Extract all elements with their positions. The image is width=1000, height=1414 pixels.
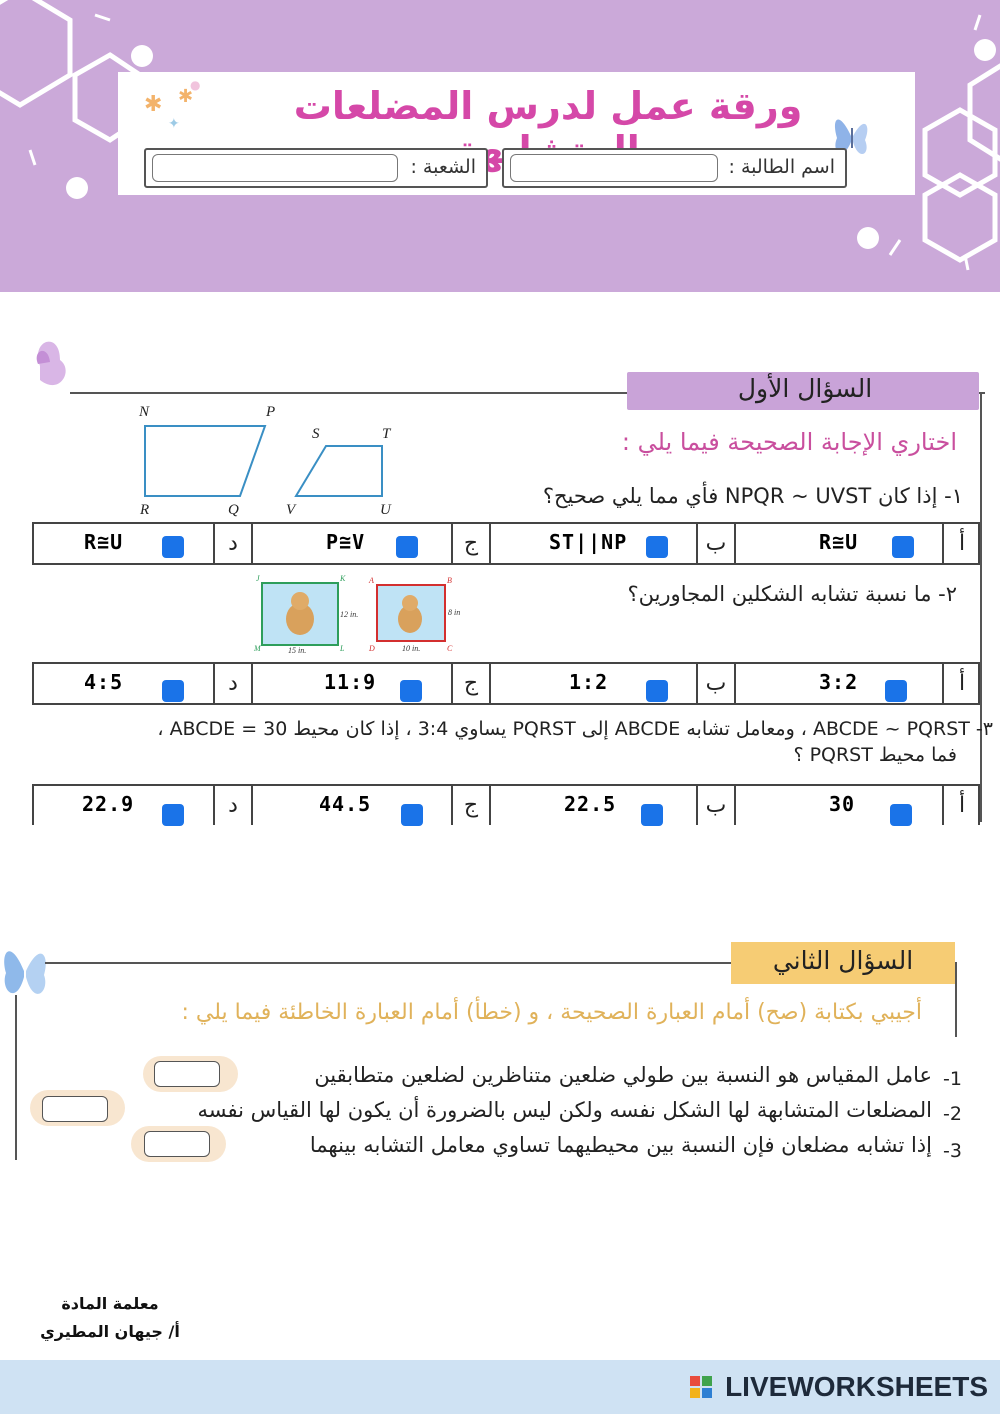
vertex-label: A [369, 576, 374, 585]
answer-checkbox[interactable] [396, 536, 418, 558]
option-value: 22.5 [564, 792, 617, 816]
option-letter: ب [696, 664, 734, 703]
answer-input[interactable] [42, 1096, 108, 1122]
student-name-label: اسم الطالبة : [728, 156, 835, 178]
statement-text: عامل المقياس هو النسبة بين طولي ضلعين متناظرين لضلعين متطابقين [314, 1063, 932, 1087]
vertex-label: D [369, 644, 375, 653]
vertex-label: C [447, 644, 453, 653]
section-label: الشعبة : [410, 156, 476, 178]
divider [45, 962, 731, 964]
divider [955, 962, 957, 1037]
answer-checkbox[interactable] [401, 804, 423, 826]
question-1-item-1: ١- إذا كان NPQR ~ UVST فأي مما يلي صحيح؟ [542, 484, 963, 508]
option-letter: أ [942, 786, 980, 825]
similar-rectangles-figure [252, 575, 472, 655]
vertex-label: B [447, 576, 452, 585]
answer-checkbox[interactable] [400, 680, 422, 702]
answer-input[interactable] [144, 1131, 210, 1157]
option-value: P≅V [326, 530, 366, 554]
question-1-title: السؤال الأول [737, 374, 873, 403]
question-1-section [30, 330, 993, 825]
option-value: 1:2 [569, 670, 609, 694]
vertex-label: R [140, 502, 150, 518]
option-letter: ب [696, 524, 734, 563]
header-band [0, 0, 1000, 292]
options-row-2 [32, 662, 980, 705]
section-input[interactable] [152, 154, 398, 182]
option-letter: د [213, 524, 251, 563]
footer-bar [0, 1360, 1000, 1414]
vertex-label: P [266, 404, 276, 420]
title-card [118, 72, 915, 195]
vertex-label: S [312, 426, 320, 442]
answer-checkbox[interactable] [646, 680, 668, 702]
option-letter: ج [451, 786, 489, 825]
sparkle-icon: ✦ [168, 116, 180, 132]
option-letter: أ [942, 664, 980, 703]
option-value: 11:9 [324, 670, 377, 694]
vertex-label: Q [228, 502, 239, 518]
vertex-label: L [340, 644, 345, 653]
question-1-item-3-line-2: فما محيط PQRST ؟ [793, 744, 957, 766]
option-letter: د [213, 786, 251, 825]
liveworksheets-logo-icon [690, 1376, 712, 1398]
brand-name[interactable]: LIVEWORKSHEETS [725, 1371, 988, 1402]
option-value: 44.5 [319, 792, 372, 816]
teacher-signature [40, 1290, 180, 1346]
answer-checkbox[interactable] [885, 680, 907, 702]
answer-checkbox[interactable] [892, 536, 914, 558]
parallelogram-figure [130, 402, 430, 520]
student-name-input[interactable] [510, 154, 718, 182]
option-letter: ج [451, 664, 489, 703]
option-value: 4:5 [84, 670, 124, 694]
option-value: 22.9 [82, 792, 135, 816]
section-field [144, 148, 488, 188]
butterfly-icon [0, 937, 50, 1009]
side-label: 8 in [448, 608, 461, 617]
vertex-label: K [340, 575, 346, 583]
options-row-3 [32, 784, 980, 825]
option-value: R≅U [819, 530, 859, 554]
vertex-label: U [380, 502, 391, 518]
sparkle-icon: ● [190, 78, 201, 92]
option-letter: د [213, 664, 251, 703]
sparkle-icon: ✱ [178, 86, 194, 107]
divider [15, 995, 17, 1160]
question-2-instruction: أجيبي بكتابة (صح) أمام العبارة الصحيحة ، و (خطأ) أمام العبارة الخاطئة فيما يلي : [181, 1000, 922, 1025]
statement-text: المضلعات المتشابهة لها الشكل نفسه ولكن ليس بالضرورة أن يكون لها القياس نفسه [197, 1098, 932, 1122]
answer-checkbox[interactable] [641, 804, 663, 826]
side-label: 10 in. [402, 644, 421, 653]
vertex-label: T [382, 426, 391, 442]
option-letter: ج [451, 524, 489, 563]
answer-checkbox[interactable] [162, 536, 184, 558]
statement-number: -2 [943, 1103, 962, 1125]
option-letter: ب [696, 786, 734, 825]
question-1-instruction: اختاري الإجابة الصحيحة فيما يلي : [621, 428, 957, 456]
answer-input[interactable] [154, 1061, 220, 1087]
vertex-label: N [139, 404, 150, 420]
vertex-label: V [286, 502, 296, 518]
teacher-role: معلمة المادة [61, 1294, 159, 1313]
divider [980, 392, 982, 822]
question-2-section [0, 935, 1000, 1165]
side-label: 12 in. [340, 610, 359, 619]
option-value: R≅U [84, 530, 124, 554]
question-2-title: السؤال الثاني [772, 946, 914, 975]
answer-checkbox[interactable] [162, 680, 184, 702]
sparkle-icon: ✱ [144, 92, 163, 117]
options-row-1 [32, 522, 980, 565]
statement-number: -3 [943, 1140, 962, 1162]
answer-checkbox[interactable] [162, 804, 184, 826]
side-label: 15 in. [288, 646, 307, 655]
teacher-name: أ/ جيهان المطيري [40, 1322, 180, 1341]
page-title: ورقة عمل لدرس المضلعات [293, 84, 803, 128]
option-letter: أ [942, 524, 980, 563]
answer-checkbox[interactable] [646, 536, 668, 558]
question-1-item-2: ٢- ما نسبة تشابه الشكلين المجاورين؟ [627, 582, 957, 606]
option-value: 30 [829, 792, 856, 816]
vertex-label: J [256, 575, 260, 583]
student-name-field [502, 148, 847, 188]
option-value: 3:2 [819, 670, 859, 694]
statement-number: -1 [943, 1068, 962, 1090]
option-value: ST||NP [549, 530, 628, 554]
vertex-label: M [254, 644, 261, 653]
question-1-item-3-line-1: ٣- ABCDE ~ PQRST ، ومعامل تشابه ABCDE إلى PQRST يساوي 3:4 ، إذا كان محيط ABCDE = 30 ، [157, 718, 993, 740]
answer-checkbox[interactable] [890, 804, 912, 826]
statement-text: إذا تشابه مضلعان فإن النسبة بين محيطيهما تساوي معامل التشابه بينهما [309, 1133, 932, 1157]
